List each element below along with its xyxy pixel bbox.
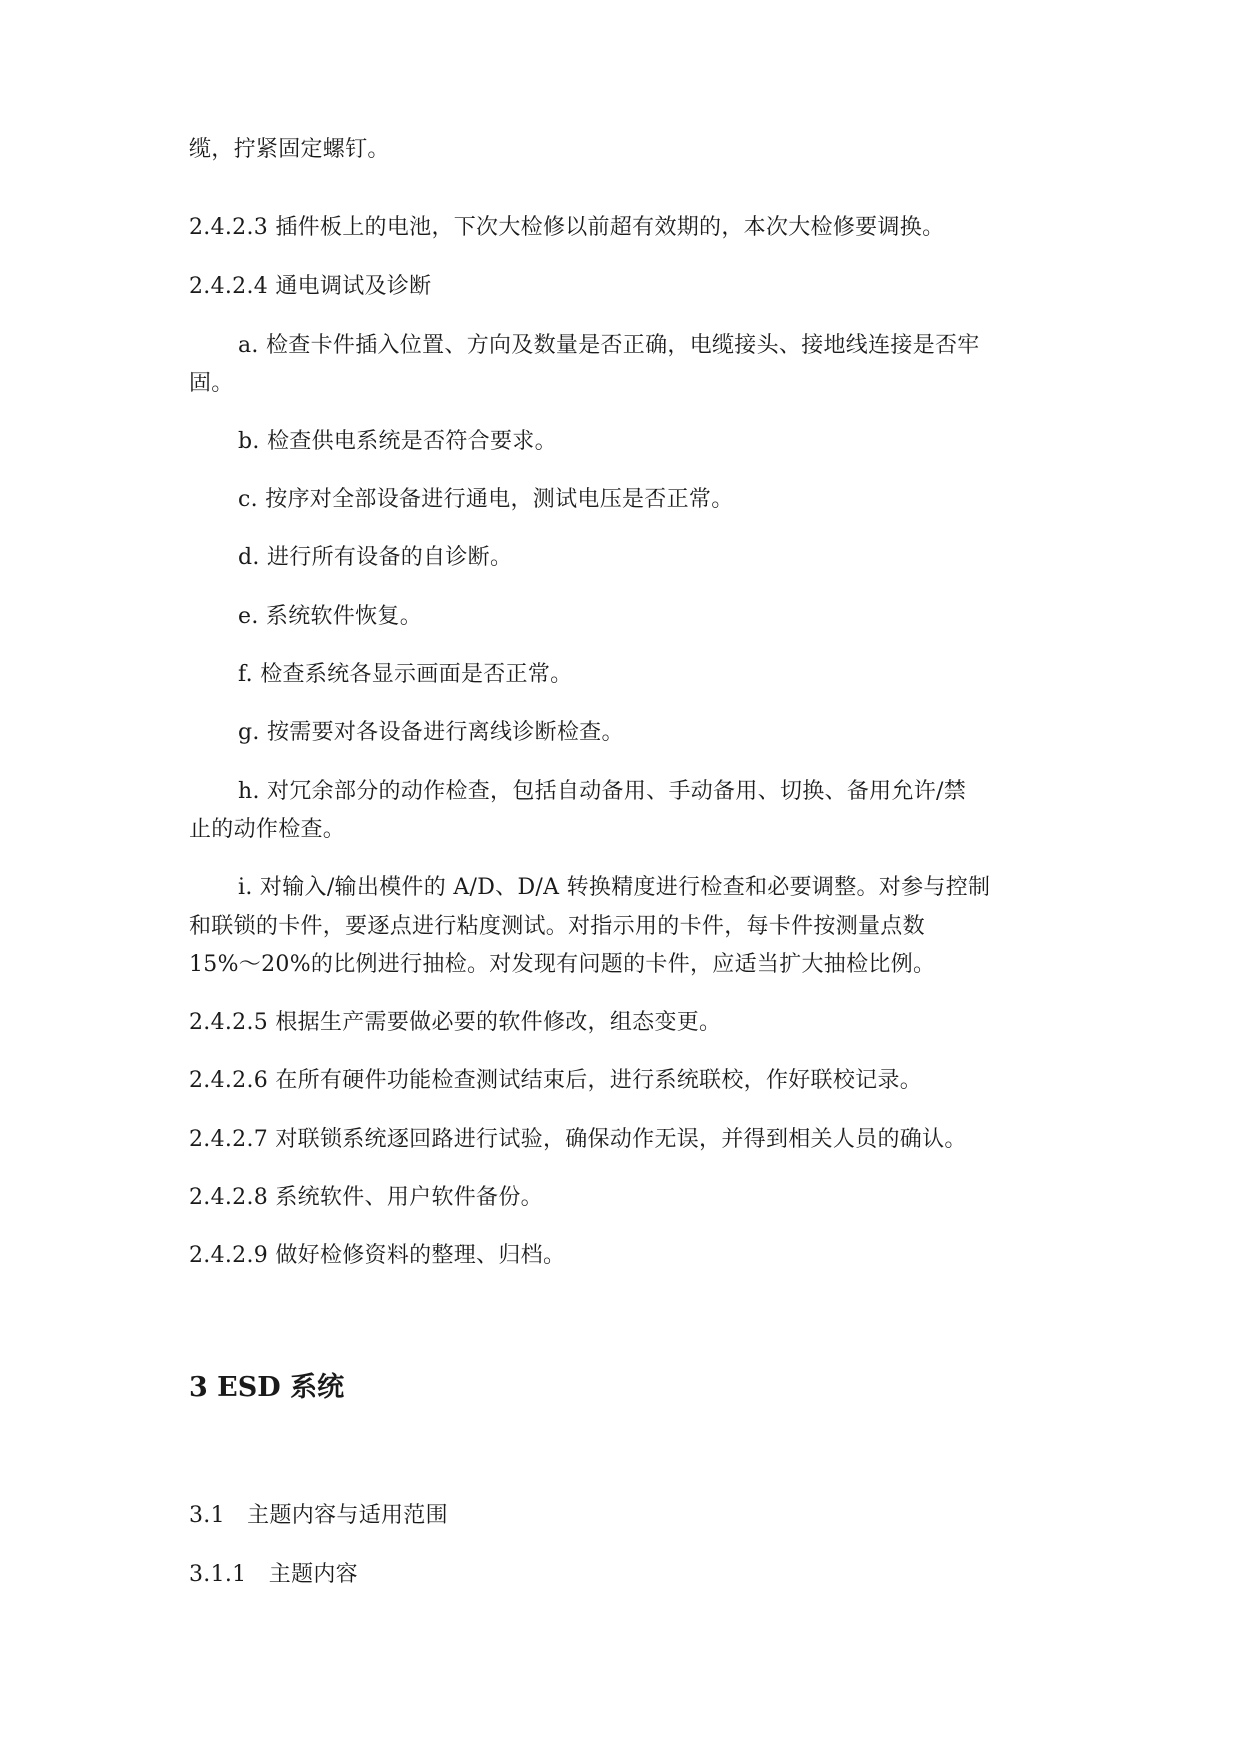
list-item-e: e. 系统软件恢复。 — [238, 604, 423, 629]
list-item-i: i. 对输入/输出模件的 A/D、D/A 转换精度进行检查和必要调整。对参与控制 — [238, 875, 991, 900]
text-line: 缆，拧紧固定螺钉。 — [189, 137, 390, 162]
list-item-a: a. 检查卡件插入位置、方向及数量是否正确，电缆接头、接地线连接是否牢 — [238, 333, 980, 358]
section-heading: 3 ESD 系统 — [189, 1372, 345, 1403]
list-item-g: g. 按需要对各设备进行离线诊断检查。 — [238, 720, 624, 745]
list-item-f: f. 检查系统各显示画面是否正常。 — [238, 662, 573, 687]
subsection-heading: 3.1 主题内容与适用范围 — [189, 1503, 448, 1528]
clause-2-4-2-7: 2.4.2.7 对联锁系统逐回路进行试验，确保动作无误，并得到相关人员的确认。 — [189, 1127, 967, 1152]
list-item-i-continuation: 15%～20%的比例进行抽检。对发现有问题的卡件，应适当扩大抽检比例。 — [189, 952, 936, 977]
clause-2-4-2-4: 2.4.2.4 通电调试及诊断 — [189, 274, 432, 299]
clause-2-4-2-8: 2.4.2.8 系统软件、用户软件备份。 — [189, 1185, 543, 1210]
list-item-a-continuation: 固。 — [189, 371, 234, 396]
clause-2-4-2-6: 2.4.2.6 在所有硬件功能检查测试结束后，进行系统联校，作好联校记录。 — [189, 1068, 923, 1093]
list-item-c: c. 按序对全部设备进行通电，测试电压是否正常。 — [238, 487, 734, 512]
list-item-i-continuation: 和联锁的卡件，要逐点进行粘度测试。对指示用的卡件，每卡件按测量点数 — [189, 914, 925, 939]
list-item-h-continuation: 止的动作检查。 — [189, 817, 346, 842]
list-item-b: b. 检查供电系统是否符合要求。 — [238, 429, 557, 454]
list-item-h: h. 对冗余部分的动作检查，包括自动备用、手动备用、切换、备用允许/禁 — [238, 779, 967, 804]
clause-2-4-2-3: 2.4.2.3 插件板上的电池，下次大检修以前超有效期的，本次大检修要调换。 — [189, 215, 945, 240]
clause-2-4-2-9: 2.4.2.9 做好检修资料的整理、归档。 — [189, 1243, 566, 1268]
clause-2-4-2-5: 2.4.2.5 根据生产需要做必要的软件修改，组态变更。 — [189, 1010, 722, 1035]
subsection-heading: 3.1.1 主题内容 — [189, 1562, 358, 1587]
list-item-d: d. 进行所有设备的自诊断。 — [238, 545, 513, 570]
